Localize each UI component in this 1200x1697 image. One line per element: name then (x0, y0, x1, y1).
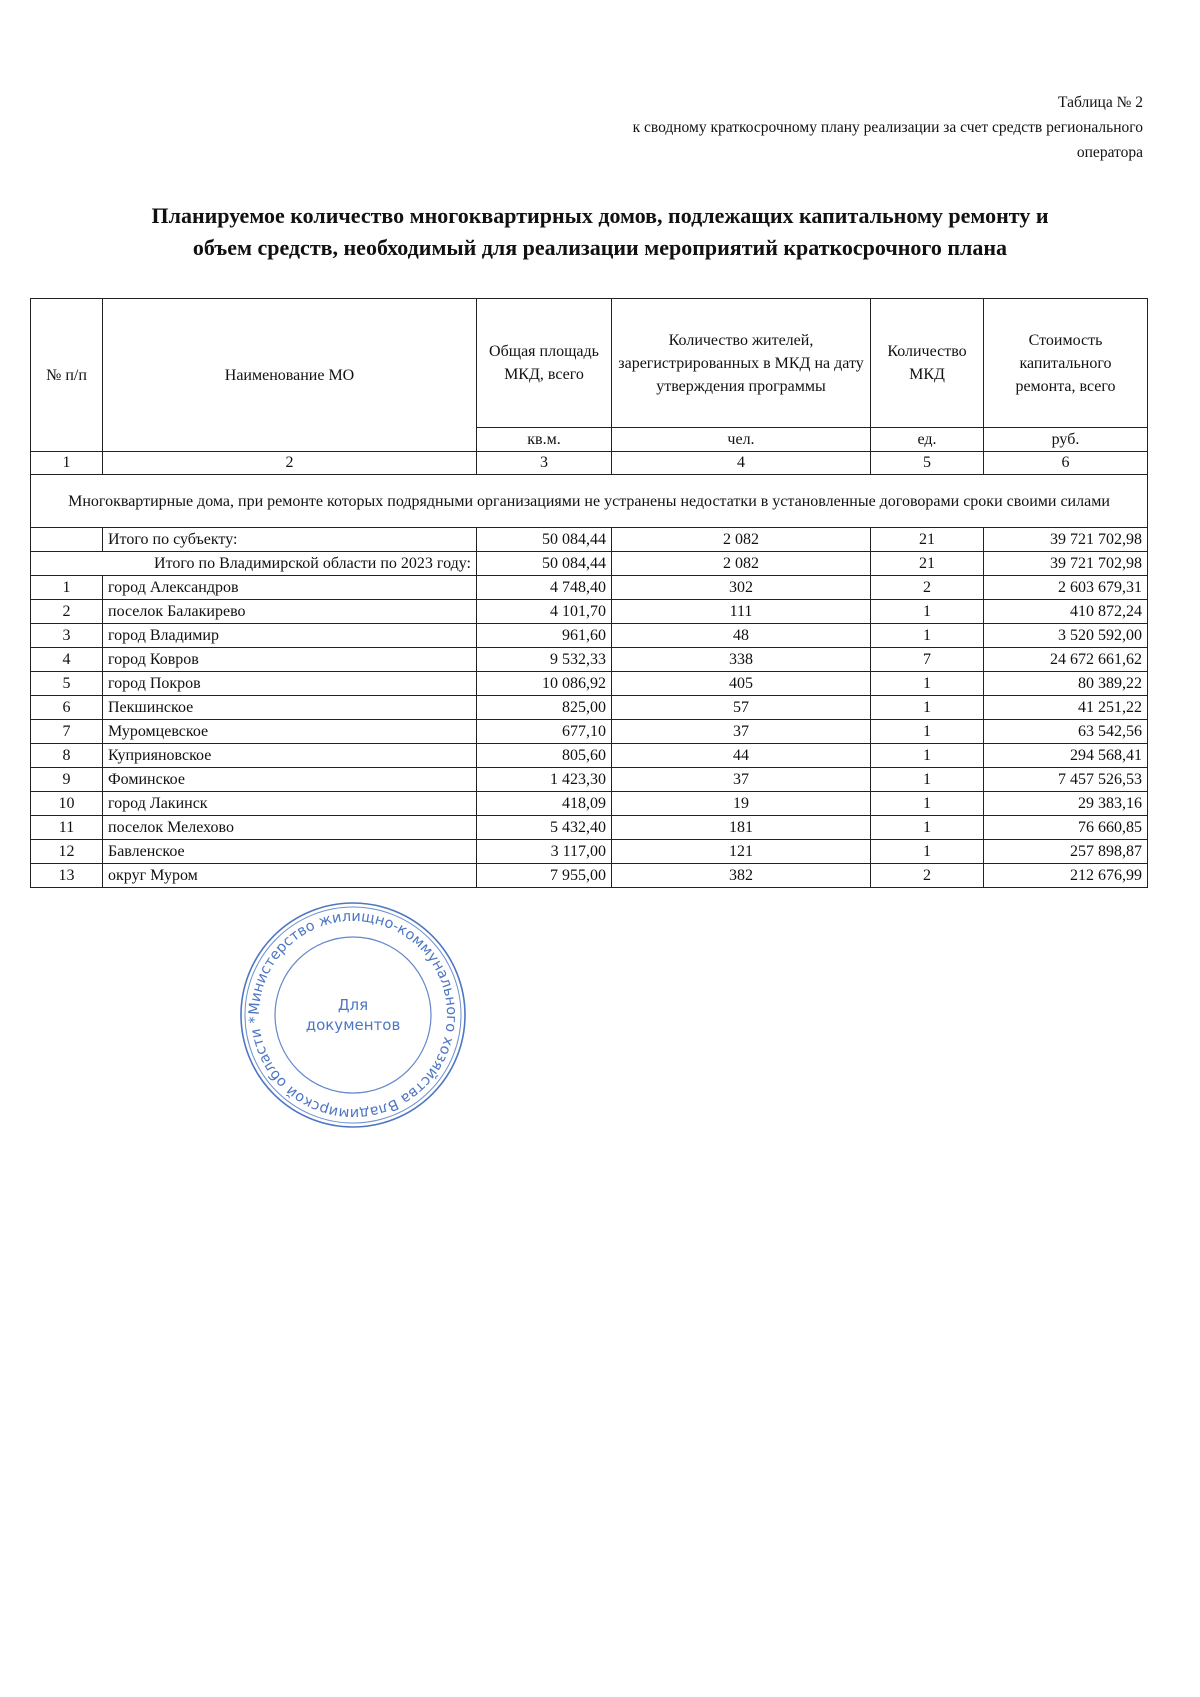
row-cost: 29 383,16 (984, 792, 1148, 816)
table-row (31, 576, 1148, 600)
table-row (31, 696, 1148, 720)
row-number: 10 (31, 792, 103, 816)
region-total-label: Итого по Владимирской области по 2023 году: (31, 552, 477, 576)
row-name: Муромцевское (103, 720, 477, 744)
row-number: 6 (31, 696, 103, 720)
row-cost: 410 872,24 (984, 600, 1148, 624)
table-row (31, 792, 1148, 816)
subject-total-label: Итого по субъекту: (103, 528, 477, 552)
row-area: 4 748,40 (477, 576, 612, 600)
subject-total-empty (31, 528, 103, 552)
table-row (31, 624, 1148, 648)
row-area: 5 432,40 (477, 816, 612, 840)
row-cost: 41 251,22 (984, 696, 1148, 720)
header-col-2: Наименование МО (103, 299, 477, 452)
row-name: город Лакинск (103, 792, 477, 816)
col-number-4: 4 (612, 452, 871, 475)
row-residents: 181 (612, 816, 871, 840)
unit-col-6: руб. (984, 428, 1148, 452)
table-row (31, 816, 1148, 840)
row-number: 8 (31, 744, 103, 768)
row-area: 961,60 (477, 624, 612, 648)
row-count: 7 (871, 648, 984, 672)
row-residents: 37 (612, 768, 871, 792)
official-stamp (238, 900, 468, 1130)
table-row (31, 600, 1148, 624)
title-line-1: Планируемое количество многоквартирных домов, подлежащих капитальному ремонту и (151, 203, 1049, 228)
row-area: 7 955,00 (477, 864, 612, 888)
row-number: 4 (31, 648, 103, 672)
header-col-5: Количество МКД (871, 299, 984, 428)
subject-total-area: 50 084,44 (477, 528, 612, 552)
row-count: 1 (871, 696, 984, 720)
row-name: округ Муром (103, 864, 477, 888)
table-row (31, 672, 1148, 696)
note-line-1: к сводному краткосрочному плану реализации за счет средств регионального (632, 119, 1143, 136)
unit-col-3: кв.м. (477, 428, 612, 452)
row-area: 9 532,33 (477, 648, 612, 672)
row-number: 3 (31, 624, 103, 648)
row-area: 805,60 (477, 744, 612, 768)
row-cost: 212 676,99 (984, 864, 1148, 888)
header-col-1: № п/п (31, 299, 103, 452)
row-name: Куприяновское (103, 744, 477, 768)
row-residents: 121 (612, 840, 871, 864)
table-number: Таблица № 2 (1058, 94, 1143, 111)
row-area: 3 117,00 (477, 840, 612, 864)
row-name: Пекшинское (103, 696, 477, 720)
row-cost: 2 603 679,31 (984, 576, 1148, 600)
row-number: 5 (31, 672, 103, 696)
row-residents: 338 (612, 648, 871, 672)
row-area: 1 423,30 (477, 768, 612, 792)
row-number: 1 (31, 576, 103, 600)
row-area: 10 086,92 (477, 672, 612, 696)
row-area: 4 101,70 (477, 600, 612, 624)
row-number: 7 (31, 720, 103, 744)
row-count: 1 (871, 768, 984, 792)
row-count: 1 (871, 816, 984, 840)
table-row (31, 744, 1148, 768)
row-residents: 44 (612, 744, 871, 768)
subject-total-count: 21 (871, 528, 984, 552)
row-area: 825,00 (477, 696, 612, 720)
title-line-2: объем средств, необходимый для реализации мероприятий краткосрочного плана (192, 235, 1008, 260)
row-name: город Владимир (103, 624, 477, 648)
section-title: Многоквартирные дома, при ремонте которых подрядными организациями не устранены недостатки в установленные договорами сроки своими силами (31, 475, 1148, 528)
row-count: 1 (871, 672, 984, 696)
row-count: 1 (871, 600, 984, 624)
region-total-cost: 39 721 702,98 (984, 552, 1148, 576)
region-total-count: 21 (871, 552, 984, 576)
table-row (31, 768, 1148, 792)
subject-total-residents: 2 082 (612, 528, 871, 552)
row-number: 13 (31, 864, 103, 888)
row-cost: 294 568,41 (984, 744, 1148, 768)
row-residents: 19 (612, 792, 871, 816)
table-row (31, 720, 1148, 744)
region-total-area: 50 084,44 (477, 552, 612, 576)
stamp-center-line-1: Для (337, 996, 369, 1014)
stamp-center-line-2: документов (305, 1016, 401, 1034)
row-cost: 257 898,87 (984, 840, 1148, 864)
row-number: 9 (31, 768, 103, 792)
row-name: город Ковров (103, 648, 477, 672)
col-number-2: 2 (103, 452, 477, 475)
header-col-4: Количество жителей, зарегистрированных в МКД на дату утверждения программы (612, 299, 871, 428)
header-col-6: Стоимость капитального ремонта, всего (984, 299, 1148, 428)
repair-plan-table (30, 298, 1148, 888)
row-count: 2 (871, 576, 984, 600)
subject-total-row (31, 528, 1148, 552)
row-cost: 76 660,85 (984, 816, 1148, 840)
region-total-residents: 2 082 (612, 552, 871, 576)
row-name: Фоминское (103, 768, 477, 792)
table-row (31, 648, 1148, 672)
row-cost: 3 520 592,00 (984, 624, 1148, 648)
row-residents: 57 (612, 696, 871, 720)
row-name: поселок Мелехово (103, 816, 477, 840)
row-name: город Александров (103, 576, 477, 600)
row-count: 1 (871, 792, 984, 816)
note-line-2: оператора (1076, 144, 1143, 161)
column-number-row (31, 452, 1148, 475)
table-note (443, 90, 1143, 165)
header-row (31, 299, 1148, 428)
table-row (31, 864, 1148, 888)
row-name: Бавленское (103, 840, 477, 864)
row-count: 1 (871, 744, 984, 768)
col-number-1: 1 (31, 452, 103, 475)
section-row (31, 475, 1148, 528)
row-cost: 7 457 526,53 (984, 768, 1148, 792)
subject-total-cost: 39 721 702,98 (984, 528, 1148, 552)
unit-col-5: ед. (871, 428, 984, 452)
row-residents: 37 (612, 720, 871, 744)
row-count: 1 (871, 624, 984, 648)
header-col-3: Общая площадь МКД, всего (477, 299, 612, 428)
col-number-6: 6 (984, 452, 1148, 475)
row-residents: 405 (612, 672, 871, 696)
document-title (30, 200, 1170, 264)
row-cost: 24 672 661,62 (984, 648, 1148, 672)
table-row (31, 840, 1148, 864)
row-number: 2 (31, 600, 103, 624)
row-area: 677,10 (477, 720, 612, 744)
row-count: 1 (871, 840, 984, 864)
col-number-3: 3 (477, 452, 612, 475)
stamp-ring-text: Министерство жилищно-коммунального хозяйства Владимирской области * (246, 908, 460, 1122)
row-residents: 111 (612, 600, 871, 624)
row-residents: 382 (612, 864, 871, 888)
region-total-row (31, 552, 1148, 576)
row-area: 418,09 (477, 792, 612, 816)
row-cost: 80 389,22 (984, 672, 1148, 696)
row-residents: 302 (612, 576, 871, 600)
col-number-5: 5 (871, 452, 984, 475)
row-count: 2 (871, 864, 984, 888)
row-cost: 63 542,56 (984, 720, 1148, 744)
unit-col-4: чел. (612, 428, 871, 452)
row-number: 11 (31, 816, 103, 840)
row-count: 1 (871, 720, 984, 744)
row-name: поселок Балакирево (103, 600, 477, 624)
row-residents: 48 (612, 624, 871, 648)
row-name: город Покров (103, 672, 477, 696)
row-number: 12 (31, 840, 103, 864)
